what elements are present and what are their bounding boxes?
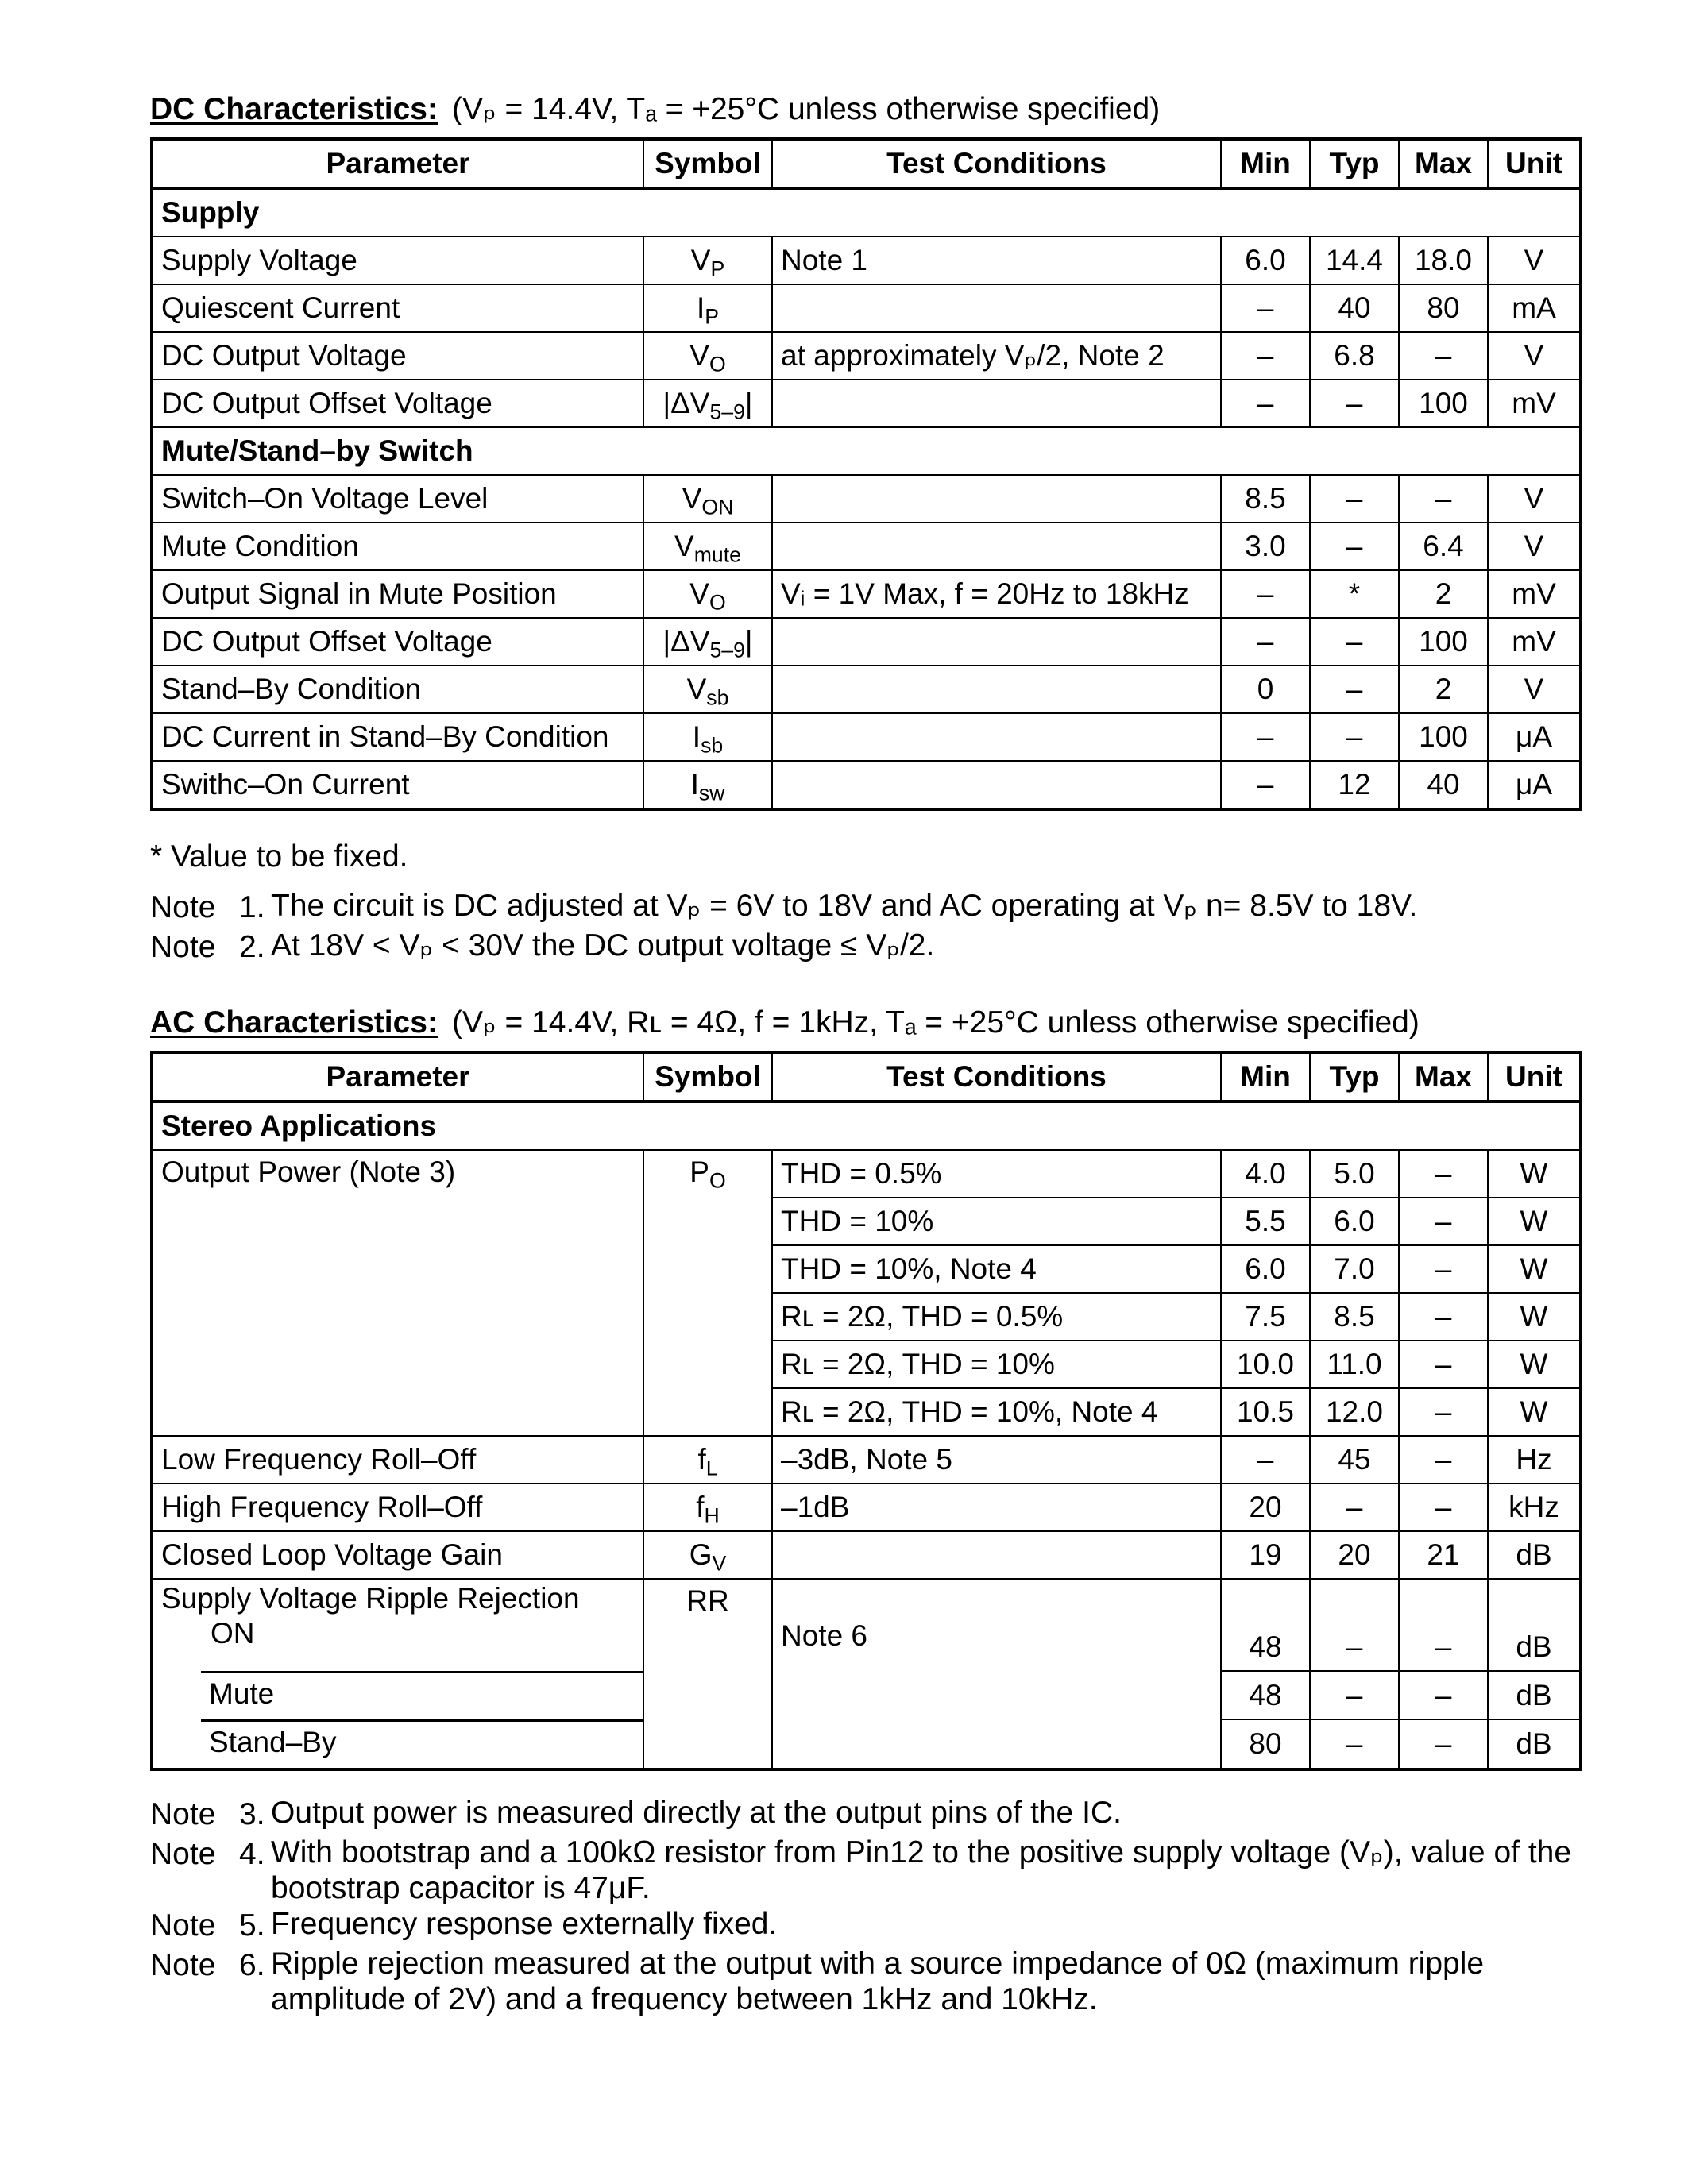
parameter-cell <box>152 1671 643 1719</box>
symbol-cell <box>643 713 772 761</box>
note <box>150 1906 1582 1946</box>
dc-group-mute <box>152 427 1581 475</box>
ac-title: AC Characteristics: <box>150 1005 438 1040</box>
group-label: Mute/Stand–by Switch <box>152 427 1581 475</box>
symbol-end: | <box>744 387 753 419</box>
max-cell: – <box>1399 1293 1488 1341</box>
symbol-subscript: P <box>710 257 725 281</box>
symbol-cell <box>643 666 772 713</box>
symbol-subscript: L <box>705 1456 718 1480</box>
max-cell: 6.4 <box>1399 523 1488 570</box>
typ-cell: – <box>1310 618 1399 666</box>
table-row <box>152 1436 1581 1484</box>
max-cell: – <box>1399 1579 1488 1671</box>
ac-header-row <box>152 1052 1581 1102</box>
note-number: 2. <box>239 930 265 964</box>
symbol-cell <box>643 523 772 570</box>
unit-cell: μA <box>1488 713 1581 761</box>
table-row <box>152 1531 1581 1579</box>
symbol-subscript: O <box>709 1168 726 1193</box>
table-row <box>152 666 1581 713</box>
dc-col-symbol: Symbol <box>643 139 772 188</box>
symbol-base: P <box>689 1156 709 1188</box>
note-label: Note <box>150 1908 216 1943</box>
typ-cell: – <box>1310 523 1399 570</box>
table-row <box>152 618 1581 666</box>
parameter-cell: DC Output Offset Voltage <box>152 618 643 666</box>
symbol-subscript: O <box>709 352 726 376</box>
min-cell: 7.5 <box>1221 1293 1310 1341</box>
parameter-cell: DC Output Voltage <box>152 332 643 380</box>
typ-cell: – <box>1310 713 1399 761</box>
min-cell: 6.0 <box>1221 237 1310 284</box>
typ-cell: 45 <box>1310 1436 1399 1484</box>
symbol-cell: RR <box>643 1579 772 1769</box>
parameter-cell: Switch–On Voltage Level <box>152 475 643 523</box>
max-cell: – <box>1399 1198 1488 1245</box>
unit-cell: V <box>1488 523 1581 570</box>
ripple-sublabel: Mute <box>201 1671 643 1719</box>
symbol-base: G <box>689 1538 713 1571</box>
unit-cell: mA <box>1488 284 1581 332</box>
symbol-subscript: V <box>712 1551 727 1576</box>
symbol-cell <box>643 761 772 809</box>
min-cell: 80 <box>1221 1719 1310 1769</box>
min-cell: 10.0 <box>1221 1341 1310 1388</box>
parameter-cell: Mute Condition <box>152 523 643 570</box>
typ-cell: – <box>1310 1484 1399 1531</box>
unit-cell: W <box>1488 1293 1581 1341</box>
note-text: Ripple rejection measured at the output with a source impedance of 0Ω (maximum ripple amplitude of 2V) and a frequency between 1kHz and 10kHz. <box>271 1947 1485 2016</box>
min-cell: 10.5 <box>1221 1388 1310 1436</box>
typ-cell: 20 <box>1310 1531 1399 1579</box>
parameter-cell: Supply Voltage <box>152 237 643 284</box>
symbol-base: I <box>690 768 699 801</box>
symbol-base: V <box>682 482 702 515</box>
parameter-cell: Closed Loop Voltage Gain <box>152 1531 643 1579</box>
min-cell: – <box>1221 1436 1310 1484</box>
typ-cell: 7.0 <box>1310 1245 1399 1293</box>
note-text: Frequency response externally fixed. <box>271 1907 778 1941</box>
conditions-cell: –3dB, Note 5 <box>772 1436 1221 1484</box>
symbol-base: I <box>692 720 701 753</box>
conditions-cell <box>772 761 1221 809</box>
conditions-cell: Rʟ = 2Ω, THD = 10% <box>772 1341 1221 1388</box>
table-row <box>152 380 1581 427</box>
typ-cell: 40 <box>1310 284 1399 332</box>
unit-cell: μA <box>1488 761 1581 809</box>
max-cell: 21 <box>1399 1531 1488 1579</box>
parameter-cell: Stand–By Condition <box>152 666 643 713</box>
note <box>150 1946 1582 2017</box>
group-label: Stereo Applications <box>152 1102 1581 1150</box>
ac-col-parameter: Parameter <box>152 1052 643 1102</box>
note <box>150 1835 1582 1906</box>
typ-cell: – <box>1310 666 1399 713</box>
conditions-cell <box>772 475 1221 523</box>
conditions-cell: at approximately Vₚ/2, Note 2 <box>772 332 1221 380</box>
symbol-cell <box>643 475 772 523</box>
max-cell: – <box>1399 1150 1488 1198</box>
unit-cell: V <box>1488 475 1581 523</box>
typ-cell: – <box>1310 1671 1399 1719</box>
symbol-base: V <box>689 577 709 610</box>
parameter-cell: Output Power (Note 3) <box>152 1150 643 1436</box>
unit-cell: W <box>1488 1341 1581 1388</box>
parameter-cell: Output Signal in Mute Position <box>152 570 643 618</box>
ripple-title: Supply Voltage Ripple Rejection <box>161 1582 580 1615</box>
note-number: 4. <box>239 1837 265 1871</box>
note-number: 5. <box>239 1908 265 1943</box>
ac-col-typ: Typ <box>1310 1052 1399 1102</box>
symbol-cell <box>643 1531 772 1579</box>
max-cell: 18.0 <box>1399 237 1488 284</box>
table-row <box>152 761 1581 809</box>
note-number: 1. <box>239 890 265 924</box>
unit-cell: mV <box>1488 570 1581 618</box>
ac-heading <box>150 1005 1420 1040</box>
min-cell: 20 <box>1221 1484 1310 1531</box>
unit-cell: V <box>1488 332 1581 380</box>
conditions-cell <box>772 1531 1221 1579</box>
conditions-cell: THD = 0.5% <box>772 1150 1221 1198</box>
dc-col-max: Max <box>1399 139 1488 188</box>
dc-col-typ: Typ <box>1310 139 1399 188</box>
min-cell: – <box>1221 380 1310 427</box>
note-label: Note <box>150 1948 216 1982</box>
ac-col-min: Min <box>1221 1052 1310 1102</box>
note-label: Note <box>150 930 216 964</box>
min-cell: 6.0 <box>1221 1245 1310 1293</box>
symbol-base: V <box>686 673 707 705</box>
symbol-cell <box>643 570 772 618</box>
max-cell: 40 <box>1399 761 1488 809</box>
note-text: The circuit is DC adjusted at Vₚ = 6V to 18V and AC operating at Vₚ n= 8.5V to 18V. <box>271 889 1418 923</box>
conditions-cell <box>772 713 1221 761</box>
ac-conditions: (Vₚ = 14.4V, Rʟ = 4Ω, f = 1kHz, Tₐ = +25°C unless otherwise specified) <box>451 1005 1420 1040</box>
note-number: 6. <box>239 1948 265 1982</box>
symbol-cell <box>643 618 772 666</box>
typ-cell: 14.4 <box>1310 237 1399 284</box>
min-cell: – <box>1221 618 1310 666</box>
dc-footnote: * Value to be fixed. <box>150 839 408 874</box>
conditions-cell: Rʟ = 2Ω, THD = 0.5% <box>772 1293 1221 1341</box>
dc-col-unit: Unit <box>1488 139 1581 188</box>
unit-cell: V <box>1488 666 1581 713</box>
parameter-cell: DC Current in Stand–By Condition <box>152 713 643 761</box>
typ-cell: 11.0 <box>1310 1341 1399 1388</box>
symbol-subscript: sb <box>701 733 724 758</box>
ac-col-symbol: Symbol <box>643 1052 772 1102</box>
dc-conditions: (Vₚ = 14.4V, Tₐ = +25°C unless otherwise specified) <box>451 92 1161 126</box>
dc-title: DC Characteristics: <box>150 92 438 126</box>
note-label: Note <box>150 1837 216 1871</box>
unit-cell: W <box>1488 1245 1581 1293</box>
note-label: Note <box>150 1797 216 1831</box>
symbol-subscript: 5–9 <box>709 399 745 424</box>
table-row <box>152 523 1581 570</box>
min-cell: – <box>1221 332 1310 380</box>
table-row <box>152 713 1581 761</box>
min-cell: 4.0 <box>1221 1150 1310 1198</box>
unit-cell: W <box>1488 1198 1581 1245</box>
dc-table <box>150 137 1582 811</box>
note-number: 3. <box>239 1797 265 1831</box>
dc-col-parameter: Parameter <box>152 139 643 188</box>
symbol-cell <box>643 1484 772 1531</box>
conditions-cell <box>772 618 1221 666</box>
conditions-cell <box>772 666 1221 713</box>
max-cell: 100 <box>1399 618 1488 666</box>
typ-cell: 8.5 <box>1310 1293 1399 1341</box>
symbol-base: I <box>696 291 705 324</box>
conditions-cell: Note 1 <box>772 237 1221 284</box>
typ-cell: * <box>1310 570 1399 618</box>
symbol-cell <box>643 332 772 380</box>
max-cell: – <box>1399 1341 1488 1388</box>
min-cell: 3.0 <box>1221 523 1310 570</box>
unit-cell: kHz <box>1488 1484 1581 1531</box>
unit-cell: mV <box>1488 618 1581 666</box>
unit-cell: mV <box>1488 380 1581 427</box>
symbol-subscript: O <box>709 590 726 615</box>
note-text: Output power is measured directly at the output pins of the IC. <box>271 1796 1122 1830</box>
min-cell: – <box>1221 284 1310 332</box>
parameter-cell: High Frequency Roll–Off <box>152 1484 643 1531</box>
max-cell: – <box>1399 475 1488 523</box>
unit-cell: Hz <box>1488 1436 1581 1484</box>
parameter-cell: DC Output Offset Voltage <box>152 380 643 427</box>
min-cell: – <box>1221 761 1310 809</box>
parameter-cell: Low Frequency Roll–Off <box>152 1436 643 1484</box>
unit-cell: dB <box>1488 1719 1581 1769</box>
ac-group-stereo <box>152 1102 1581 1150</box>
table-row <box>152 475 1581 523</box>
min-cell: 8.5 <box>1221 475 1310 523</box>
dc-col-min: Min <box>1221 139 1310 188</box>
min-cell: 5.5 <box>1221 1198 1310 1245</box>
ac-notes <box>150 1795 1582 2017</box>
conditions-cell <box>772 284 1221 332</box>
conditions-cell: THD = 10% <box>772 1198 1221 1245</box>
note <box>150 888 1582 928</box>
ac-col-unit: Unit <box>1488 1052 1581 1102</box>
symbol-subscript: P <box>705 304 720 329</box>
max-cell: 2 <box>1399 666 1488 713</box>
symbol-subscript: sw <box>698 781 725 805</box>
table-row <box>152 1579 1581 1671</box>
parameter-cell <box>152 1579 643 1671</box>
conditions-cell: Note 6 <box>772 1579 1221 1769</box>
symbol-subscript: sb <box>706 685 729 710</box>
typ-cell: 5.0 <box>1310 1150 1399 1198</box>
ripple-sublabel: Stand–By <box>201 1719 643 1768</box>
unit-cell: W <box>1488 1150 1581 1198</box>
min-cell: 48 <box>1221 1579 1310 1671</box>
ac-col-max: Max <box>1399 1052 1488 1102</box>
symbol-subscript: ON <box>701 495 734 519</box>
min-cell: – <box>1221 713 1310 761</box>
symbol-base: |ΔV <box>662 387 710 419</box>
unit-cell: dB <box>1488 1531 1581 1579</box>
symbol-cell <box>643 284 772 332</box>
max-cell: 100 <box>1399 713 1488 761</box>
max-cell: – <box>1399 332 1488 380</box>
table-row <box>152 1150 1581 1198</box>
dc-notes <box>150 888 1582 967</box>
conditions-cell: –1dB <box>772 1484 1221 1531</box>
max-cell: 100 <box>1399 380 1488 427</box>
conditions-cell <box>772 523 1221 570</box>
conditions-cell: Rʟ = 2Ω, THD = 10%, Note 4 <box>772 1388 1221 1436</box>
symbol-base: V <box>690 244 711 276</box>
symbol-cell <box>643 380 772 427</box>
max-cell: 2 <box>1399 570 1488 618</box>
symbol-cell <box>643 1436 772 1484</box>
min-cell: 19 <box>1221 1531 1310 1579</box>
min-cell: 48 <box>1221 1671 1310 1719</box>
table-row <box>152 284 1581 332</box>
min-cell: – <box>1221 570 1310 618</box>
conditions-cell: Vᵢ = 1V Max, f = 20Hz to 18kHz <box>772 570 1221 618</box>
note <box>150 1795 1582 1835</box>
dc-heading <box>150 92 1160 127</box>
parameter-cell <box>152 1719 643 1769</box>
typ-cell: – <box>1310 380 1399 427</box>
symbol-subscript: H <box>704 1503 720 1528</box>
symbol-cell <box>643 237 772 284</box>
table-row <box>152 237 1581 284</box>
typ-cell: – <box>1310 1719 1399 1769</box>
conditions-cell: THD = 10%, Note 4 <box>772 1245 1221 1293</box>
typ-cell: 6.0 <box>1310 1198 1399 1245</box>
max-cell: – <box>1399 1388 1488 1436</box>
unit-cell: V <box>1488 237 1581 284</box>
dc-col-conditions: Test Conditions <box>772 139 1221 188</box>
ac-col-conditions: Test Conditions <box>772 1052 1221 1102</box>
min-cell: 0 <box>1221 666 1310 713</box>
symbol-subscript: mute <box>693 542 741 567</box>
symbol-base: f <box>696 1491 705 1523</box>
unit-cell: dB <box>1488 1579 1581 1671</box>
parameter-cell: Swithc–On Current <box>152 761 643 809</box>
typ-cell: 12.0 <box>1310 1388 1399 1436</box>
table-row <box>152 570 1581 618</box>
symbol-base: V <box>674 530 694 562</box>
table-row <box>152 1484 1581 1531</box>
note-text: At 18V < Vₚ < 30V the DC output voltage ≤ Vₚ/2. <box>271 928 935 963</box>
parameter-cell: Quiescent Current <box>152 284 643 332</box>
max-cell: – <box>1399 1245 1488 1293</box>
symbol-cell <box>643 1150 772 1436</box>
note-text: With bootstrap and a 100kΩ resistor from Pin12 to the positive supply voltage (Vₚ), value of the bootstrap capacitor is 47μF. <box>271 1835 1572 1905</box>
unit-cell: dB <box>1488 1671 1581 1719</box>
max-cell: – <box>1399 1436 1488 1484</box>
typ-cell: – <box>1310 475 1399 523</box>
conditions-cell <box>772 380 1221 427</box>
unit-cell: W <box>1488 1388 1581 1436</box>
typ-cell: – <box>1310 1579 1399 1671</box>
max-cell: – <box>1399 1719 1488 1769</box>
note <box>150 928 1582 967</box>
ripple-sublabel: ON <box>211 1617 255 1650</box>
dc-header-row <box>152 139 1581 188</box>
max-cell: – <box>1399 1671 1488 1719</box>
symbol-subscript: 5–9 <box>709 638 745 662</box>
table-row <box>152 332 1581 380</box>
group-label: Supply <box>152 188 1581 237</box>
typ-cell: 12 <box>1310 761 1399 809</box>
max-cell: – <box>1399 1484 1488 1531</box>
note-label: Note <box>150 890 216 924</box>
symbol-base: |ΔV <box>662 625 710 658</box>
symbol-end: | <box>744 625 753 658</box>
typ-cell: 6.8 <box>1310 332 1399 380</box>
symbol-base: V <box>689 339 709 372</box>
dc-group-supply <box>152 188 1581 237</box>
ac-table <box>150 1051 1582 1771</box>
symbol-base: f <box>697 1443 706 1476</box>
max-cell: 80 <box>1399 284 1488 332</box>
